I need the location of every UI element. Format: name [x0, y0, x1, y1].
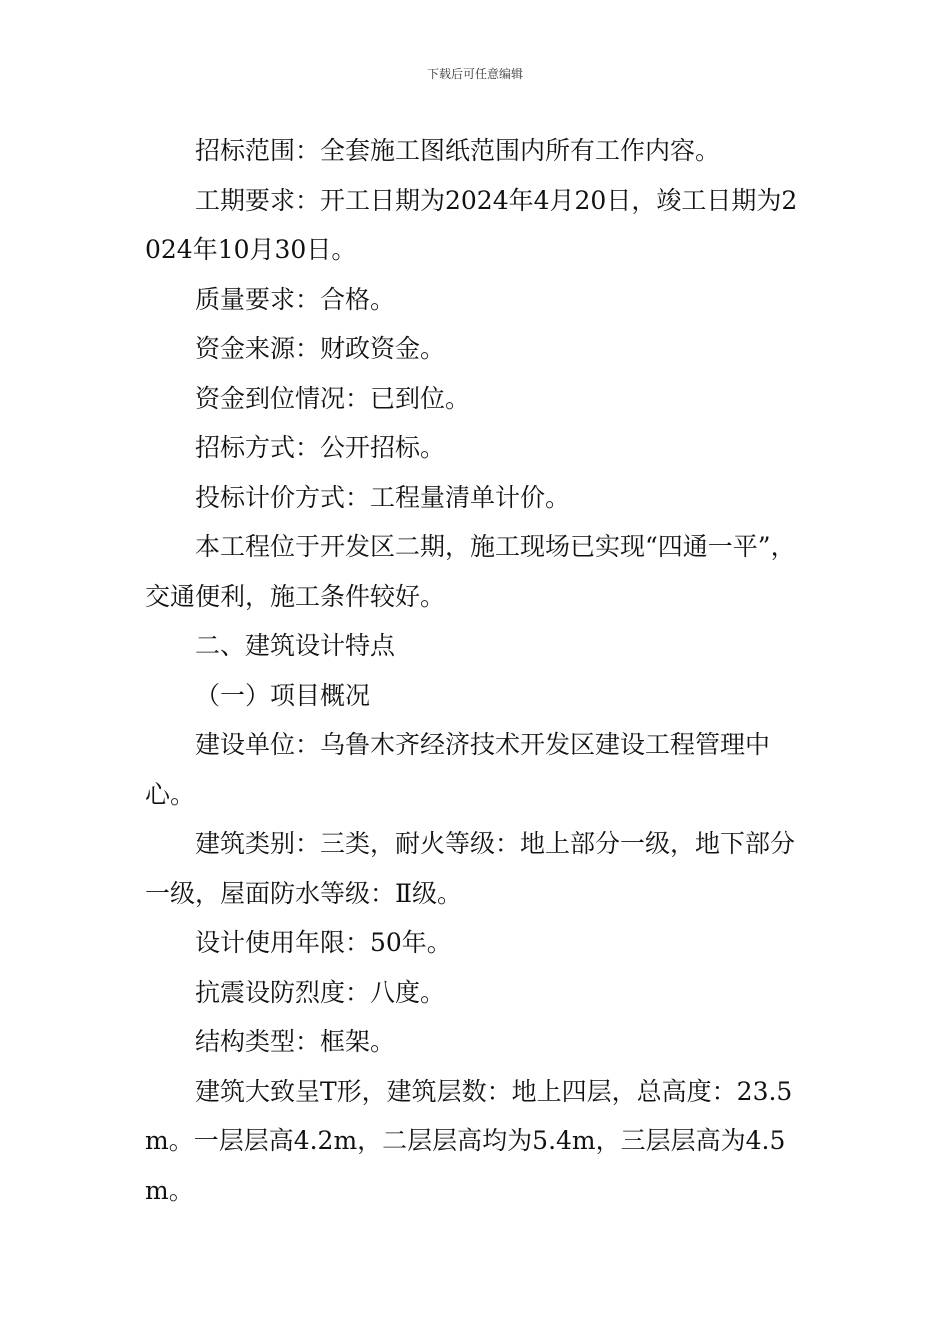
document-body [145, 126, 807, 1215]
paragraph-fund-source: 资金来源：财政资金。 [195, 334, 446, 363]
paragraph-quality: 质量要求：合格。 [195, 284, 396, 314]
subsection-heading: （一）项目概况 [195, 680, 371, 710]
paragraph-seismic: 抗震设防烈度：八度。 [195, 977, 446, 1007]
paragraph-schedule: 工期要求：开工日期为2024年4月20日，竣工日期为2024年10月30日。 [145, 185, 798, 264]
paragraph-design-life: 设计使用年限：50年。 [195, 928, 452, 957]
paragraph-bid-method: 招标方式：公开招标。 [195, 433, 446, 462]
paragraph-developer: 建设单位：乌鲁木齐经济技术开发区建设工程管理中心。 [145, 730, 771, 809]
paragraph-structure-type: 结构类型：框架。 [195, 1027, 396, 1056]
paragraph-pricing-method: 投标计价方式：工程量清单计价。 [195, 482, 571, 512]
paragraph-building-class: 建筑类别：三类，耐火等级：地上部分一级，地下部分一级，屋面防水等级：Ⅱ级。 [145, 829, 796, 908]
page-header-note: 下载后可任意编辑 [426, 67, 523, 81]
paragraph-site-conditions: 本工程位于开发区二期，施工现场已实现“四通一平”，交通便利，施工条件较好。 [145, 532, 796, 611]
paragraph-building-shape: 建筑大致呈T形，建筑层数：地上四层，总高度：23.5m。一层层高4.2m，二层层高均为5.4m，三层层高为4.5m。 [145, 1076, 793, 1205]
section-heading: 二、建筑设计特点 [195, 631, 396, 660]
paragraph-fund-status: 资金到位情况：已到位。 [195, 383, 471, 413]
paragraph-bid-scope: 招标范围：全套施工图纸范围内所有工作内容。 [195, 136, 721, 165]
